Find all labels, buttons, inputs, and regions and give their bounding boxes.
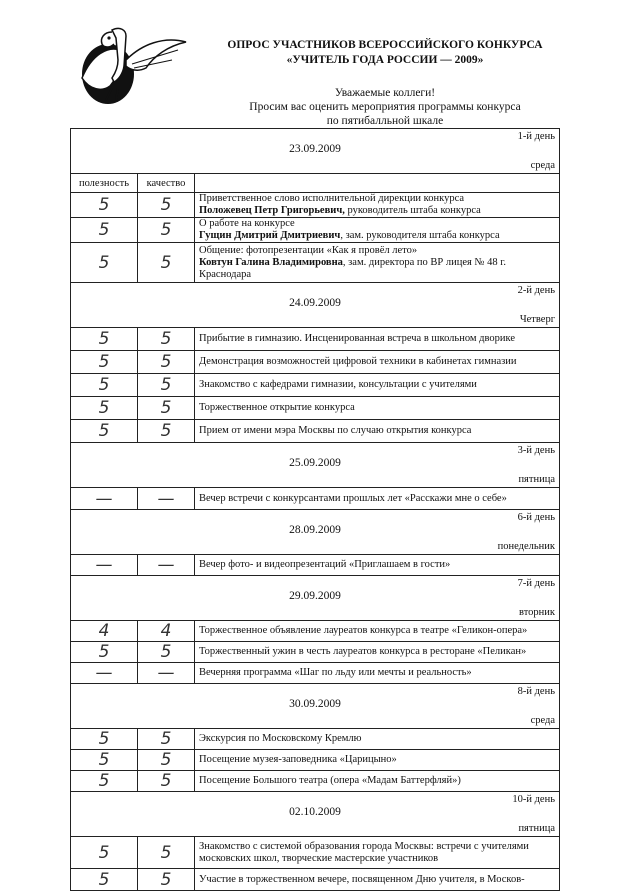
event-row (71, 555, 560, 576)
usefulness-score[interactable]: — (71, 555, 138, 576)
usefulness-header: полезность (71, 174, 138, 193)
day-weekday: пятница (518, 823, 555, 834)
quality-score[interactable]: 5 (138, 328, 195, 351)
event-description (195, 837, 560, 869)
event-row (71, 621, 560, 642)
quality-score[interactable]: 4 (138, 621, 195, 642)
event-description (195, 420, 560, 443)
usefulness-score[interactable]: 5 (71, 218, 138, 243)
event-text: Приветственное слово исполнительной дирекции конкурса (199, 193, 465, 204)
event-text: Вечерняя программа «Шаг по льду или мечты и реальность» (199, 667, 472, 678)
event-description (195, 771, 560, 792)
event-description (195, 193, 560, 218)
day-date: 23.09.2009 (289, 143, 341, 155)
usefulness-score[interactable]: 5 (71, 243, 138, 283)
event-header (195, 174, 560, 193)
day-date: 02.10.2009 (289, 806, 341, 818)
event-row (71, 328, 560, 351)
event-text: Торжественный ужин в честь лауреатов конкурса в ресторане «Пеликан» (199, 646, 527, 657)
event-text: Экскурсия по Московскому Кремлю (199, 733, 362, 744)
day-weekday: Четверг (519, 314, 555, 325)
speaker-role: , зам. руководителя штаба конкурса (340, 230, 500, 241)
event-description (195, 555, 560, 576)
day-date: 24.09.2009 (289, 297, 341, 309)
usefulness-score[interactable]: 5 (71, 869, 138, 891)
intro-text (205, 86, 565, 128)
day-header (71, 792, 560, 837)
event-description (195, 351, 560, 374)
usefulness-score[interactable]: 5 (71, 420, 138, 443)
quality-score[interactable]: 5 (138, 869, 195, 891)
usefulness-score[interactable]: 5 (71, 771, 138, 792)
quality-score[interactable]: 5 (138, 193, 195, 218)
quality-score[interactable]: 5 (138, 243, 195, 283)
event-row (71, 488, 560, 510)
quality-header: качество (138, 174, 195, 193)
quality-score[interactable]: 5 (138, 729, 195, 750)
day-weekday: среда (530, 715, 555, 726)
day-number: 2-й день (517, 285, 555, 296)
day-weekday: среда (530, 160, 555, 171)
event-description (195, 621, 560, 642)
event-text: Прием от имени мэра Москвы по случаю открытия конкурса (199, 425, 472, 436)
day-header (71, 576, 560, 621)
quality-score[interactable]: 5 (138, 642, 195, 663)
day-date: 29.09.2009 (289, 590, 341, 602)
request-line-2: по пятибалльной шкале (326, 115, 444, 127)
speaker-role: , зам. директора по ВР лицея № 48 г. Краснодара (199, 256, 506, 280)
day-header (71, 510, 560, 555)
day-weekday: понедельник (497, 541, 555, 552)
event-text: Торжественное объявление лауреатов конкурса в театре «Геликон-опера» (199, 625, 528, 636)
day-number: 1-й день (517, 131, 555, 142)
survey-title (205, 38, 565, 68)
day-number: 3-й день (517, 445, 555, 456)
quality-score[interactable]: 5 (138, 374, 195, 397)
usefulness-score[interactable]: 5 (71, 193, 138, 218)
speaker-name: Положевец Петр Григорьевич, (199, 205, 345, 216)
event-text: Посещение Большого театра (опера «Мадам Баттерфляй») (199, 775, 461, 786)
pelican-logo (68, 20, 190, 112)
event-description (195, 243, 560, 283)
quality-score[interactable]: — (138, 663, 195, 684)
event-text: Прибытие в гимназию. Инсценированная встреча в школьном дворике (199, 333, 515, 344)
day-number: 7-й день (517, 578, 555, 589)
quality-score[interactable]: 5 (138, 397, 195, 420)
event-row (71, 374, 560, 397)
event-description (195, 374, 560, 397)
event-description (195, 397, 560, 420)
speaker-name: Ковтун Галина Владимировна (199, 256, 343, 268)
event-text: Вечер фото- и видеопрезентаций «Приглашаем в гости» (199, 559, 451, 570)
usefulness-score[interactable]: 5 (71, 351, 138, 374)
event-row (71, 397, 560, 420)
day-header (71, 443, 560, 488)
event-description (195, 488, 560, 510)
event-row (71, 420, 560, 443)
event-speaker (199, 257, 557, 281)
event-description (195, 218, 560, 243)
event-text: Вечер встречи с конкурсантами прошлых лет «Расскажи мне о себе» (199, 492, 507, 504)
event-description (195, 729, 560, 750)
event-description (195, 663, 560, 684)
day-header (71, 129, 560, 174)
day-number: 10-й день (512, 794, 555, 805)
speaker-role: руководитель штаба конкурса (344, 205, 481, 216)
event-row (71, 351, 560, 374)
event-row (71, 771, 560, 792)
event-row (71, 729, 560, 750)
event-text: О работе на конкурсе (199, 218, 295, 229)
event-text: Участие в торжественном вечере, посвященном Дню учителя, в Москов- (199, 873, 525, 885)
day-date: 30.09.2009 (289, 698, 341, 710)
quality-score[interactable]: 5 (138, 771, 195, 792)
usefulness-score[interactable]: — (71, 663, 138, 684)
day-date: 25.09.2009 (289, 457, 341, 469)
quality-score[interactable]: — (138, 488, 195, 510)
event-row (71, 642, 560, 663)
event-row (71, 869, 560, 891)
usefulness-score[interactable]: 5 (71, 642, 138, 663)
event-speaker (199, 205, 557, 217)
event-text: Знакомство с системой образования города Москвы: встречи с учителями московских школ, творческие мастерские участников (199, 840, 529, 864)
speaker-name: Гущин Дмитрий Дмитриевич (199, 230, 341, 241)
quality-score[interactable]: 5 (138, 420, 195, 443)
day-number: 8-й день (517, 686, 555, 697)
quality-score[interactable]: — (138, 555, 195, 576)
day-header (71, 283, 560, 328)
usefulness-score[interactable]: 5 (71, 729, 138, 750)
title-line-1: ОПРОС УЧАСТНИКОВ ВСЕРОССИЙСКОГО КОНКУРСА (227, 39, 543, 51)
event-description (195, 750, 560, 771)
event-description (195, 328, 560, 351)
survey-table (70, 128, 560, 891)
event-speaker (199, 230, 557, 242)
event-row (71, 218, 560, 243)
event-text: Общение: фотопрезентации «Как я провёл лето» (199, 244, 418, 256)
usefulness-score[interactable]: 5 (71, 374, 138, 397)
event-row (71, 193, 560, 218)
event-row (71, 663, 560, 684)
event-text: Знакомство с кафедрами гимназии, консультации с учителями (199, 379, 477, 390)
quality-score[interactable]: 5 (138, 750, 195, 771)
event-row (71, 837, 560, 869)
quality-score[interactable]: 5 (138, 351, 195, 374)
quality-score[interactable]: 5 (138, 218, 195, 243)
usefulness-score[interactable]: 5 (71, 397, 138, 420)
day-weekday: вторник (519, 607, 555, 618)
event-text: Демонстрация возможностей цифровой техники в кабинетах гимназии (199, 356, 517, 367)
usefulness-score[interactable]: — (71, 488, 138, 510)
usefulness-score[interactable]: 4 (71, 621, 138, 642)
greeting: Уважаемые коллеги! (334, 87, 436, 99)
title-line-2: «УЧИТЕЛЬ ГОДА РОССИИ — 2009» (286, 54, 484, 66)
event-description (195, 642, 560, 663)
day-header (71, 684, 560, 729)
quality-score[interactable]: 5 (138, 837, 195, 869)
event-text: Посещение музея-заповедника «Царицыно» (199, 754, 397, 765)
day-weekday: пятница (518, 474, 555, 485)
day-date: 28.09.2009 (289, 524, 341, 536)
usefulness-score[interactable]: 5 (71, 750, 138, 771)
column-header-row (71, 174, 560, 193)
usefulness-score[interactable]: 5 (71, 328, 138, 351)
event-row (71, 243, 560, 283)
event-description (195, 869, 560, 891)
request-line-1: Просим вас оценить мероприятия программы конкурса (249, 101, 521, 113)
usefulness-score[interactable]: 5 (71, 837, 138, 869)
day-number: 6-й день (517, 512, 555, 523)
event-text: Торжественное открытие конкурса (199, 402, 355, 413)
event-row (71, 750, 560, 771)
